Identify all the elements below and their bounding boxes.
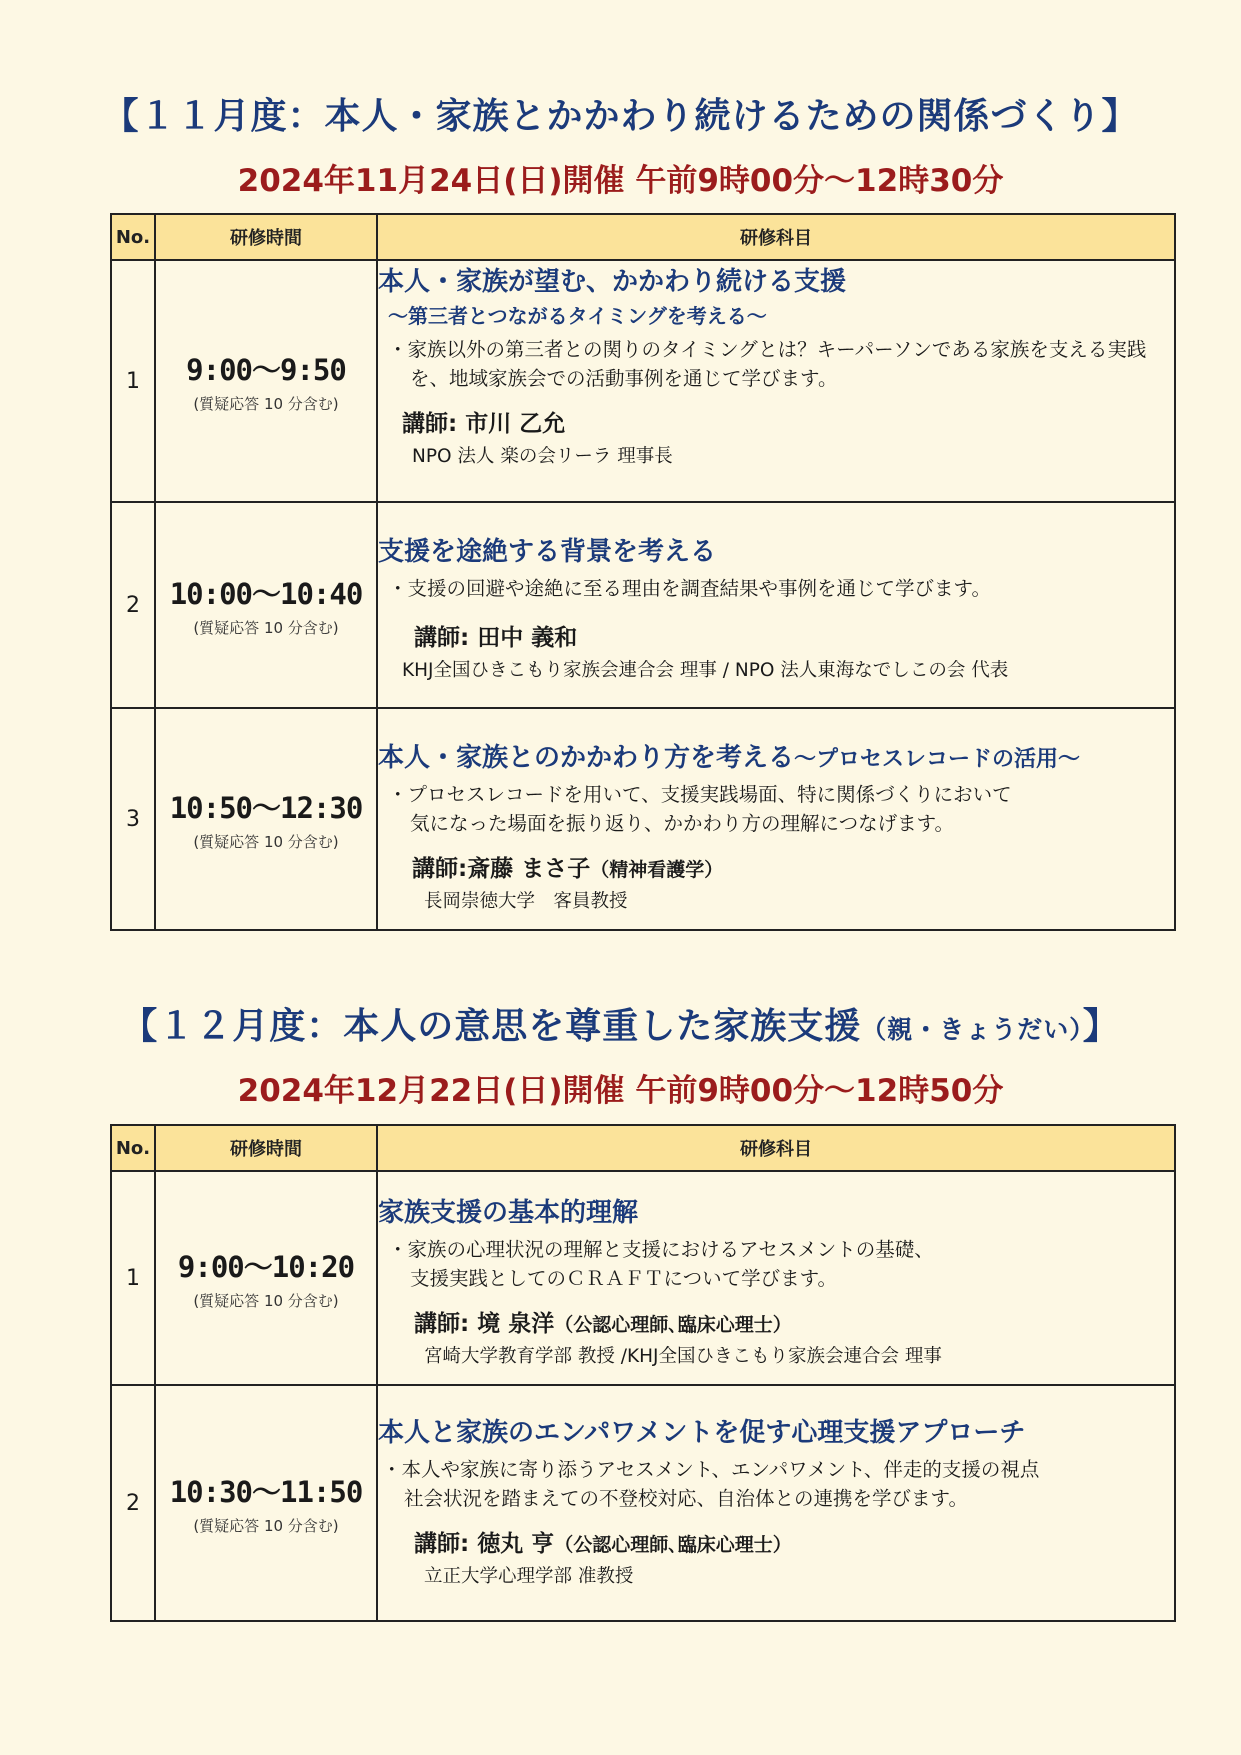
header-time: 研修時間	[155, 214, 377, 260]
subject-title	[378, 737, 1174, 774]
session-time: 10:50～12:30	[169, 791, 363, 825]
subject-description: ・家族の心理状況の理解と支援におけるアセスメントの基礎、 支援実践としてのＣＲＡＦＴについて学びます。	[388, 1238, 934, 1290]
december-title	[0, 998, 1241, 1049]
table-header-row	[111, 214, 1175, 260]
row-number: 3	[111, 708, 155, 930]
lecturer-name	[378, 1305, 1174, 1338]
header-time: 研修時間	[155, 1125, 377, 1171]
session-time-cell	[155, 260, 377, 502]
session-time-cell	[155, 502, 377, 708]
table-row	[111, 1385, 1175, 1621]
lecturer-name-main: 講師: 境 泉洋	[414, 1311, 555, 1337]
lecturer-name-main: 講師: 徳丸 亨	[414, 1531, 555, 1557]
lecturer-credential: （公認心理師､臨床心理士）	[554, 1534, 792, 1556]
session-time-note: (質疑応答 10 分含む)	[193, 833, 339, 851]
subject-description: ・プロセスレコードを用いて、支援実践場面、特に関係づくりにおいて 気になった場面を振り返り、かかわり方の理解につなげます。	[388, 783, 1012, 835]
table-row	[111, 708, 1175, 930]
subject-title-tail: ～プロセスレコードの活用～	[794, 747, 1081, 772]
subject-cell	[377, 708, 1175, 930]
header-subject: 研修科目	[377, 1125, 1175, 1171]
lecturer-affiliation: NPO 法人 楽の会リーラ 理事長	[412, 446, 673, 467]
table-row	[111, 502, 1175, 708]
session-time-cell	[155, 708, 377, 930]
session-time-cell	[155, 1385, 377, 1621]
subject-title-main: 本人・家族とのかかわり方を考える	[378, 743, 795, 773]
lecturer-credential: （精神看護学）	[590, 859, 724, 881]
table-header-row	[111, 1125, 1175, 1171]
lecturer-name	[378, 850, 1174, 883]
row-number: 1	[111, 260, 155, 502]
november-date: 2024年11月24日(日)開催 午前9時00分～12時30分	[237, 163, 1004, 199]
november-schedule-table	[110, 213, 1176, 931]
subject-description: ・支援の回避や途絶に至る理由を調査結果や事例を通じて学びます。	[388, 577, 991, 600]
table-row	[111, 1171, 1175, 1385]
subject-title: 本人と家族のエンパワメントを促す心理支援アプローチ	[378, 1418, 1026, 1448]
lecturer-affiliation: 長岡崇徳大学 客員教授	[424, 891, 628, 912]
lecturer-name	[378, 1525, 1174, 1558]
subject-cell	[377, 260, 1175, 502]
subject-title: 支援を途絶する背景を考える	[378, 537, 717, 567]
session-time: 10:00～10:40	[169, 577, 363, 611]
subject-description: ・家族以外の第三者との関りのタイミングとは？キーパーソンである家族を支える実践を、地域家族会での活動事例を通じて学びます。	[388, 338, 1147, 390]
row-number: 1	[111, 1171, 155, 1385]
lecturer-name-main: 講師:斎藤 まさ子	[412, 856, 591, 882]
subject-title: 家族支援の基本的理解	[378, 1198, 639, 1228]
subject-title: 本人・家族が望む、かかわり続ける支援	[378, 267, 847, 297]
session-time: 10:30～11:50	[169, 1475, 363, 1509]
lecturer-affiliation: 宮崎大学教育学部 教授 /KHJ全国ひきこもり家族会連合会 理事	[424, 1346, 942, 1367]
header-no: No.	[111, 214, 155, 260]
lecturer-affiliation: 立正大学心理学部 准教授	[424, 1566, 634, 1587]
lecturer-credential: （公認心理師､臨床心理士）	[554, 1314, 792, 1336]
november-title: 【１１月度：本人・家族とかかわり続けるための関係づくり】	[102, 96, 1139, 137]
subject-description: ・本人や家族に寄り添うアセスメント、エンパワメント、伴走的支援の視点 社会状況を踏まえての不登校対応、自治体との連携を学びます。	[382, 1458, 1040, 1510]
session-time-note: (質疑応答 10 分含む)	[193, 1517, 339, 1535]
table-row	[111, 260, 1175, 502]
header-no: No.	[111, 1125, 155, 1171]
december-title-end: 】	[1082, 1006, 1120, 1047]
session-time-note: (質疑応答 10 分含む)	[193, 395, 339, 413]
december-section	[0, 998, 1241, 1110]
december-schedule-table	[110, 1124, 1176, 1622]
row-number: 2	[111, 502, 155, 708]
december-title-main: 【１２月度：本人の意思を尊重した家族支援	[121, 1006, 862, 1047]
lecturer-affiliation: KHJ全国ひきこもり家族会連合会 理事 / NPO 法人東海なでしこの会 代表	[402, 660, 1009, 681]
lecturer-name: 講師: 田中 義和	[414, 625, 578, 651]
lecturer-name: 講師: 市川 乙允	[402, 411, 566, 437]
session-time: 9:00～9:50	[186, 353, 346, 387]
row-number: 2	[111, 1385, 155, 1621]
november-section	[0, 88, 1241, 200]
subject-cell	[377, 502, 1175, 708]
december-title-sub: （親・きょうだい）	[861, 1015, 1083, 1044]
session-time-note: (質疑応答 10 分含む)	[193, 619, 339, 637]
header-subject: 研修科目	[377, 214, 1175, 260]
session-time: 9:00～10:20	[177, 1250, 355, 1284]
subject-subtitle: ～第三者とつながるタイミングを考える～	[388, 304, 767, 328]
session-time-note: (質疑応答 10 分含む)	[193, 1292, 339, 1310]
session-time-cell	[155, 1171, 377, 1385]
subject-cell	[377, 1171, 1175, 1385]
december-date: 2024年12月22日(日)開催 午前9時00分～12時50分	[237, 1073, 1004, 1109]
subject-cell	[377, 1385, 1175, 1621]
